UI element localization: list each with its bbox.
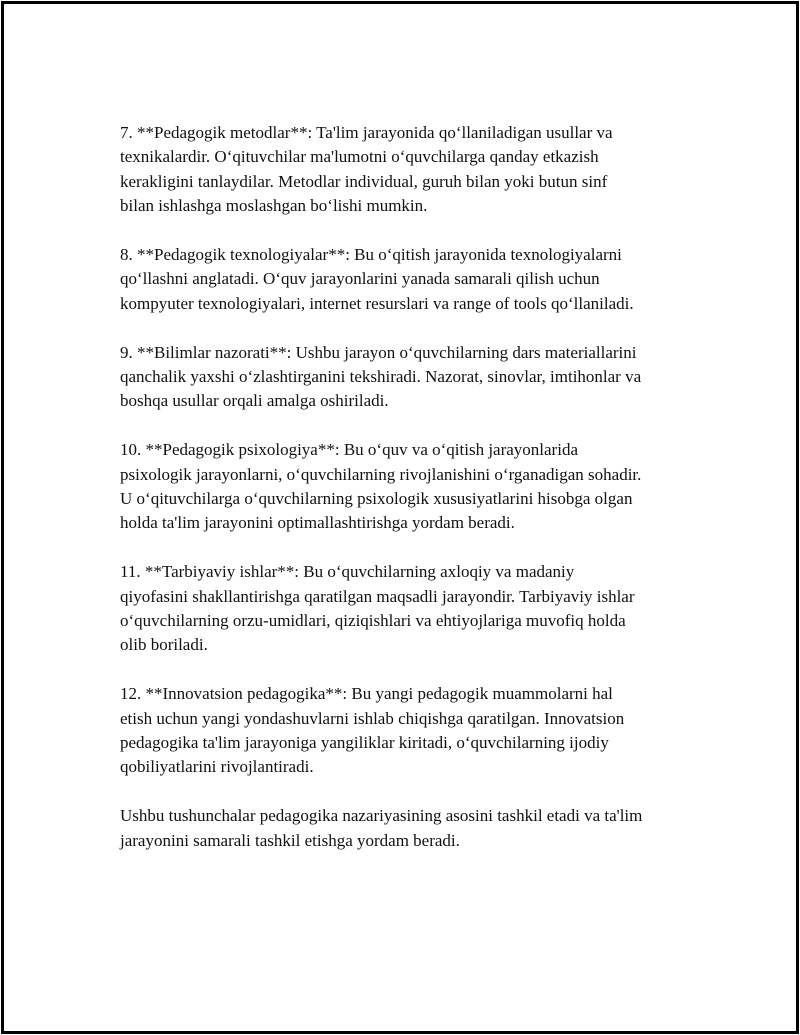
page-frame [1, 1, 799, 1034]
paragraph-pedagogik-metodlar: 7. **Pedagogik metodlar**: Ta'lim jarayonida qo‘llaniladigan usullar va texnikalardir. O‘qituvchilar ma'lumotni o‘quvchilarga qanday etkazish kerakligini tanlaydilar. Metodlar individual, guruh bilan yoki butun sinf bilan ishlashga moslashgan bo‘lishi mumkin. [120, 123, 613, 216]
paragraph-pedagogik-psixologiya: 10. **Pedagogik psixologiya**: Bu o‘quv va o‘qitish jarayonlarida psixologik jarayonlarni, o‘quvchilarning rivojlanishini o‘rganadigan sohadir. U o‘qituvchilarga o‘quvchilarning psixologik xususiyatlarini hisobga olgan holda ta'lim jarayonini optimallashtirishga yordam beradi. [120, 440, 642, 533]
paragraph-conclusion: Ushbu tushunchalar pedagogika nazariyasining asosini tashkil etadi va ta'lim jarayonini samarali tashkil etishga yordam beradi. [120, 806, 643, 850]
paragraph-bilimlar-nazorati: 9. **Bilimlar nazorati**: Ushbu jarayon o‘quvchilarning dars materiallarini qanchalik yaxshi o‘zlashtirganini tekshiradi. Nazorat, sinovlar, imtihonlar va boshqa usullar orqali amalga oshiriladi. [120, 342, 642, 411]
paragraph-pedagogik-texnologiyalar: 8. **Pedagogik texnologiyalar**: Bu o‘qitish jarayonida texnologiyalarni qo‘llashni anglatadi. O‘quv jarayonlarini yanada samarali qilish uchun kompyuter texnologiyalari, internet resurslari va range of tools qo‘llaniladi. [120, 245, 634, 313]
document-body [120, 121, 720, 877]
paragraph-innovatsion-pedagogika: 12. **Innovatsion pedagogika**: Bu yangi pedagogik muammolarni hal etish uchun yangi yondashuvlarni ishlab chiqishga qaratilgan. Innovatsion pedagogika ta'lim jarayoniga yangiliklar kiritadi, o‘quvchilarning ijodiy qobiliyatlarini rivojlantiradi. [120, 684, 625, 777]
paragraph-tarbiyaviy-ishlar: 11. **Tarbiyaviy ishlar**: Bu o‘quvchilarning axloqiy va madaniy qiyofasini shakllantirishga qaratilgan maqsadli jarayondir. Tarbiyaviy ishlar o‘quvchilarning orzu-umidlari, qiziqishlari va ehtiyojlariga muvofiq holda olib boriladi. [120, 562, 635, 655]
